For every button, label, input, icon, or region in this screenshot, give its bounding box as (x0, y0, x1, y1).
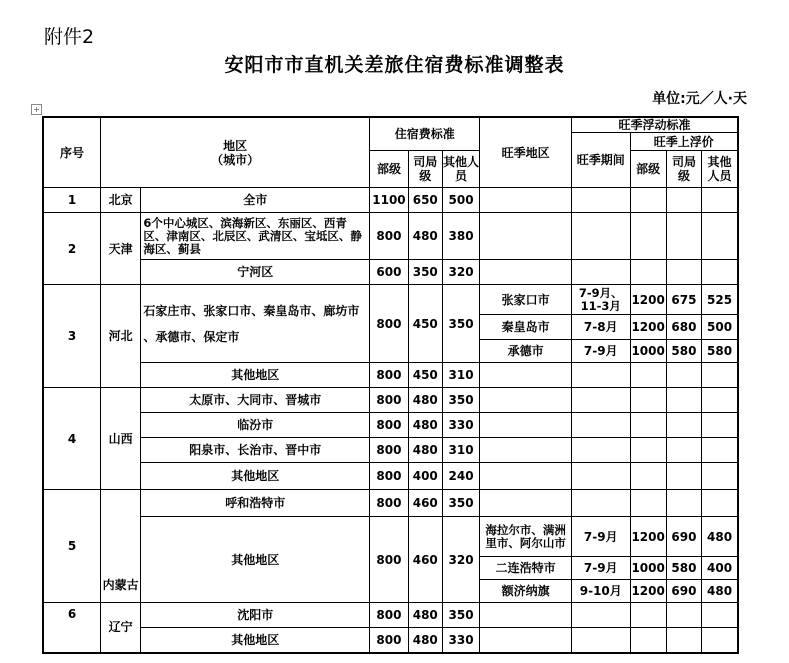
city-cell: 其他地区 (141, 517, 370, 603)
peak-bureau-cell: 690 (666, 517, 701, 557)
header-peak-ministry: 部级 (630, 151, 666, 188)
ministry-cell: 800 (370, 285, 408, 363)
document-title: 安阳市市直机关差旅住宿费标准调整表 (224, 54, 565, 76)
bureau-cell: 480 (408, 388, 442, 413)
attachment-label: 附件2 (44, 26, 95, 48)
seq-cell: 4 (43, 388, 100, 490)
ministry-cell: 800 (370, 628, 408, 653)
peak-ministry-cell: 1000 (630, 557, 666, 580)
peak-bureau-cell: 690 (666, 580, 701, 603)
table-row (43, 260, 738, 285)
table-move-handle-icon[interactable]: + (31, 104, 42, 115)
peak-other-cell: 400 (702, 557, 738, 580)
other-cell: 350 (442, 490, 479, 517)
peak-region-cell: 额济纳旗 (480, 580, 572, 603)
city-cell: 其他地区 (141, 628, 370, 653)
city-line: 石家庄市、张家口市、秦皇岛市、廊坊市 (143, 303, 360, 318)
other-cell: 310 (442, 363, 479, 388)
header-peak-float: 旺季浮动标准 (572, 117, 738, 133)
province-cell: 河北 (100, 285, 140, 388)
table-row (43, 413, 738, 438)
peak-region-cell: 秦皇岛市 (480, 315, 572, 340)
peak-region-cell: 承德市 (480, 340, 572, 363)
header-seq: 序号 (43, 117, 100, 188)
city-cell: 宁河区 (141, 260, 370, 285)
bureau-cell: 480 (408, 628, 442, 653)
ministry-cell: 800 (370, 603, 408, 628)
header-peak-upper: 旺季上浮价 (630, 133, 738, 151)
peak-other-cell: 480 (702, 517, 738, 557)
table-row (43, 388, 738, 413)
peak-other-cell: 500 (702, 315, 738, 340)
peak-period-cell: 9-10月 (572, 580, 630, 603)
unit-label: 单位:元／人·天 (652, 91, 747, 107)
ministry-cell: 800 (370, 388, 408, 413)
peak-ministry-cell: 1000 (630, 340, 666, 363)
city-cell: 其他地区 (141, 363, 370, 388)
peak-ministry-cell: 1200 (630, 517, 666, 557)
peak-ministry-cell: 1200 (630, 315, 666, 340)
province-cell: 辽宁 (100, 603, 140, 653)
ministry-cell: 800 (370, 490, 408, 517)
ministry-cell: 800 (370, 438, 408, 463)
city-cell: 其他地区 (141, 463, 370, 490)
table-row (43, 490, 738, 517)
bureau-cell: 350 (408, 260, 442, 285)
city-cell: 临汾市 (141, 413, 370, 438)
table-row (43, 363, 738, 388)
bureau-cell: 400 (408, 463, 442, 490)
peak-region-cell: 海拉尔市、满洲里市、阿尔山市 (480, 517, 572, 557)
other-cell: 310 (442, 438, 479, 463)
seq-cell: 3 (43, 285, 100, 388)
city-cell: 呼和浩特市 (141, 490, 370, 517)
bureau-cell: 480 (408, 438, 442, 463)
table-row (43, 628, 738, 653)
header-peak-bureau: 司局级 (666, 151, 701, 188)
ministry-cell: 800 (370, 517, 408, 603)
other-cell: 320 (442, 260, 479, 285)
other-cell: 330 (442, 628, 479, 653)
bureau-cell: 460 (408, 517, 442, 603)
province-cell: 内蒙古 (100, 490, 140, 603)
other-cell: 330 (442, 413, 479, 438)
city-cell: 阳泉市、长治市、晋中市 (141, 438, 370, 463)
other-cell: 350 (442, 285, 479, 363)
city-cell: 6个中心城区、滨海新区、东丽区、西青区、津南区、北辰区、武清区、宝坻区、静海区、蓟县 (141, 213, 370, 260)
bureau-cell: 480 (408, 413, 442, 438)
peak-bureau-cell: 580 (666, 557, 701, 580)
lodging-standard-table (42, 116, 739, 654)
other-cell: 240 (442, 463, 479, 490)
ministry-cell: 600 (370, 260, 408, 285)
header-region-sub: （城市） (211, 152, 260, 167)
city-cell: 沈阳市 (141, 603, 370, 628)
header-bureau: 司局级 (408, 151, 442, 188)
peak-bureau-cell: 675 (666, 285, 701, 315)
ministry-cell: 800 (370, 463, 408, 490)
province-cell: 北京 (100, 188, 140, 213)
city-line: 、承德市、保定市 (143, 329, 240, 344)
bureau-cell: 460 (408, 490, 442, 517)
header-other: 其他人员 (442, 151, 479, 188)
header-peak-region: 旺季地区 (480, 117, 572, 188)
table-row (43, 438, 738, 463)
table-row (43, 603, 738, 628)
table-row (43, 285, 738, 315)
table-row (43, 188, 738, 213)
peak-other-cell: 525 (702, 285, 738, 315)
peak-period-cell: 7-9月 (572, 557, 630, 580)
peak-period-cell: 7-9月 (572, 340, 630, 363)
header-peak-other: 其他人员 (702, 151, 738, 188)
seq-cell: 2 (43, 213, 100, 285)
table-row (43, 213, 738, 260)
peak-ministry-cell: 1200 (630, 580, 666, 603)
header-region-label: 地区 (223, 138, 248, 153)
city-cell: 太原市、大同市、晋城市 (141, 388, 370, 413)
table-row (43, 463, 738, 490)
seq-cell: 1 (43, 188, 100, 213)
bureau-cell: 480 (408, 603, 442, 628)
peak-bureau-cell: 580 (666, 340, 701, 363)
province-cell: 天津 (100, 213, 140, 285)
province-cell: 山西 (100, 388, 140, 490)
peak-other-cell: 580 (702, 340, 738, 363)
bureau-cell: 650 (408, 188, 442, 213)
other-cell: 350 (442, 603, 479, 628)
other-cell: 350 (442, 388, 479, 413)
ministry-cell: 800 (370, 213, 408, 260)
other-cell: 500 (442, 188, 479, 213)
bureau-cell: 480 (408, 213, 442, 260)
seq-cell: 5 (43, 490, 100, 603)
peak-period-cell: 7-9月 (572, 517, 630, 557)
ministry-cell: 800 (370, 363, 408, 388)
header-region (100, 117, 369, 188)
peak-period-cell: 7-8月 (572, 315, 630, 340)
bureau-cell: 450 (408, 363, 442, 388)
peak-bureau-cell: 680 (666, 315, 701, 340)
ministry-cell: 1100 (370, 188, 408, 213)
peak-other-cell: 480 (702, 580, 738, 603)
peak-region-cell: 二连浩特市 (480, 557, 572, 580)
other-cell: 380 (442, 213, 479, 260)
seq-cell: 6 (43, 603, 100, 653)
bureau-cell: 450 (408, 285, 442, 363)
city-cell (141, 285, 370, 363)
header-ministry: 部级 (370, 151, 408, 188)
peak-period-cell: 7-9月、11-3月 (572, 285, 630, 315)
peak-region-cell: 张家口市 (480, 285, 572, 315)
ministry-cell: 800 (370, 413, 408, 438)
header-peak-period: 旺季期间 (572, 133, 630, 188)
table-row (43, 517, 738, 557)
header-lodging-standard: 住宿费标准 (370, 117, 480, 151)
other-cell: 320 (442, 517, 479, 603)
peak-ministry-cell: 1200 (630, 285, 666, 315)
city-cell: 全市 (141, 188, 370, 213)
